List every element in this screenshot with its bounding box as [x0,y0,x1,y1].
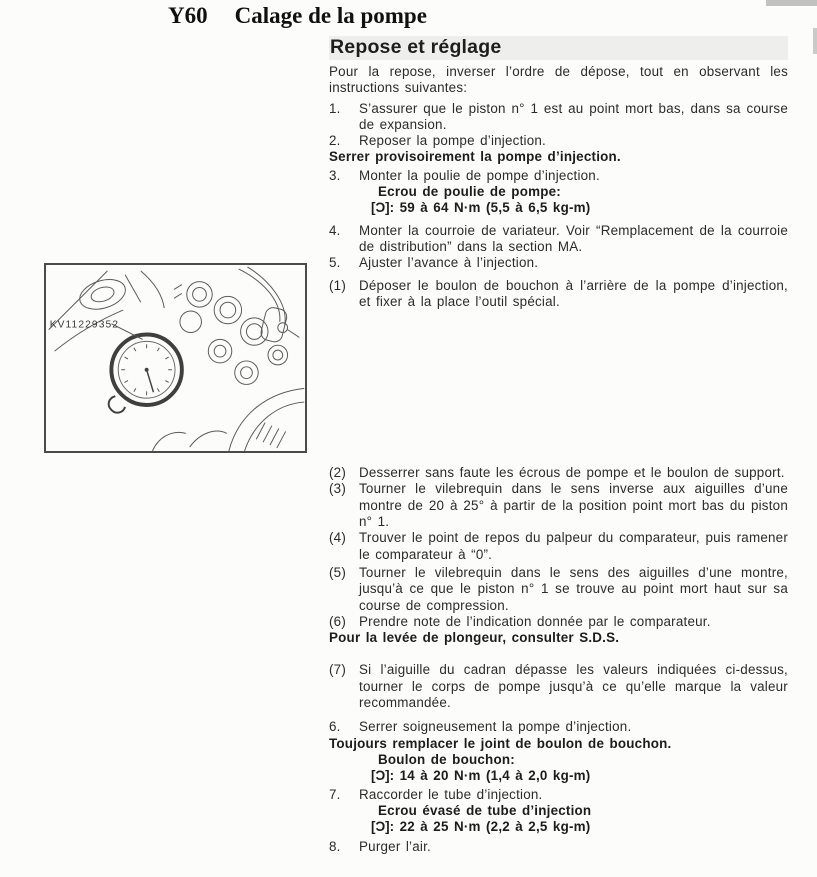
step-5 [329,255,788,271]
step-text: Raccorder le tube d’injection. [359,786,543,802]
substep-7 [329,662,788,711]
step-text: Ajuster l’avance à l’injection. [359,255,539,271]
substep-number: (1) [329,277,347,293]
bold-note-sds: Pour la levée de plongeur, consulter S.D.S. [329,630,620,646]
substep-number: (7) [329,662,347,678]
substep-text: Si l’aiguille du cadran dépasse les valeurs indiquées ci-dessus, tourner le corps de pompe jusqu’à ce qu’elle marque la valeur recommandée. [359,662,788,711]
substep-number: (4) [329,530,347,546]
page-title [168,3,427,29]
main-column [329,36,788,856]
step-number: 3. [329,167,341,183]
scan-artifact-right-edge [813,28,817,54]
step-text: Reposer la pompe d’injection. [359,133,546,149]
step-4 [329,223,788,256]
step-number: 2. [329,133,341,149]
step-6 [329,719,788,735]
torque-wrench-icon: [Ɔ] [371,819,390,835]
torque-value: : 59 à 64 N·m (5,5 à 6,5 kg-m) [389,200,591,216]
page-title-text: Calage de la pompe [234,3,427,28]
injection-pump-illustration [46,265,305,451]
step-number: 8. [329,839,341,855]
section-heading: Repose et réglage [329,36,788,60]
torque-wrench-icon: [Ɔ] [371,200,390,216]
substep-number: (6) [329,613,347,629]
substep-1 [329,278,788,311]
torque-value: : 22 à 25 N·m (2,2 à 2,5 kg-m) [389,819,591,835]
step-7 [329,787,788,803]
step-2 [329,133,788,149]
step-text: Monter la courroie de variateur. Voir “Remplacement de la courroie de distribution” dans la section MA. [359,222,788,254]
substep-3 [329,481,788,530]
substep-text: Tourner le vilebrequin dans le sens inverse aux aiguilles d’une montre de 20 à 25° à partir de la position point mort bas du piston n° 1. [359,481,788,530]
model-code: Y60 [168,3,208,28]
spec-label-pulley-nut: Ecrou de poulie de pompe: [378,184,561,200]
spec-label-plug-bolt: Boulon de bouchon: [378,751,515,767]
substep-text: Tourner le vilebrequin dans le sens des aiguilles d’une montre, jusqu’à ce que le piston n° 1 se trouve au point mort haut sur sa course de compression. [359,564,788,613]
substep-2 [329,465,788,481]
step-text: Monter la poulie de pompe d’injection. [359,167,600,183]
spec-label-flare-nut: Ecrou évasé de tube d’injection [378,802,592,818]
step-1 [329,101,788,134]
special-tool-label: KV11229352 [49,319,120,331]
step-number: 6. [329,719,341,735]
step-number: 1. [329,100,341,116]
torque-spec-pulley-nut [329,200,788,216]
step-3 [329,168,788,184]
substep-text: Trouver le point de repos du palpeur du comparateur, puis ramener le comparateur à “0”. [359,530,788,562]
step-text: Serrer soigneusement la pompe d’injection. [359,719,632,735]
torque-wrench-icon: [Ɔ] [371,768,390,784]
bold-note-gasket: Toujours remplacer le joint de boulon de bouchon. [329,735,672,751]
figure-injection-pump [44,263,307,453]
substep-4 [329,530,788,563]
step-8 [329,839,788,855]
step-number: 7. [329,786,341,802]
dial-gauge [109,335,182,413]
substep-text: Prendre note de l’indication donnée par le comparateur. [359,613,711,629]
substep-text: Déposer le boulon de bouchon à l’arrière de la pompe d’injection, et fixer à la place l’outil spécial. [359,277,788,309]
substep-number: (5) [329,564,347,580]
torque-value: : 14 à 20 N·m (1,4 à 2,0 kg-m) [389,768,591,784]
step-text: S’assurer que le piston n° 1 est au point mort bas, dans sa course de expansion. [359,100,788,132]
step-text: Purger l’air. [359,839,431,855]
torque-spec-flare-nut [329,819,788,835]
intro-paragraph: Pour la repose, inverser l’ordre de dépose, tout en observant les instructions suivantes: [329,64,788,96]
substep-6 [329,614,788,630]
step-number: 4. [329,222,341,238]
torque-spec-plug-bolt [329,768,788,784]
substep-number: (3) [329,481,347,497]
scan-artifact-top-right [766,0,817,6]
substep-5 [329,565,788,614]
bold-note-provisional: Serrer provisoirement la pompe d’injection. [329,149,621,165]
step-number: 5. [329,255,341,271]
substep-number: (2) [329,465,347,481]
substep-text: Desserrer sans faute les écrous de pompe et le boulon de support. [359,465,785,481]
tool-callout [50,320,143,340]
